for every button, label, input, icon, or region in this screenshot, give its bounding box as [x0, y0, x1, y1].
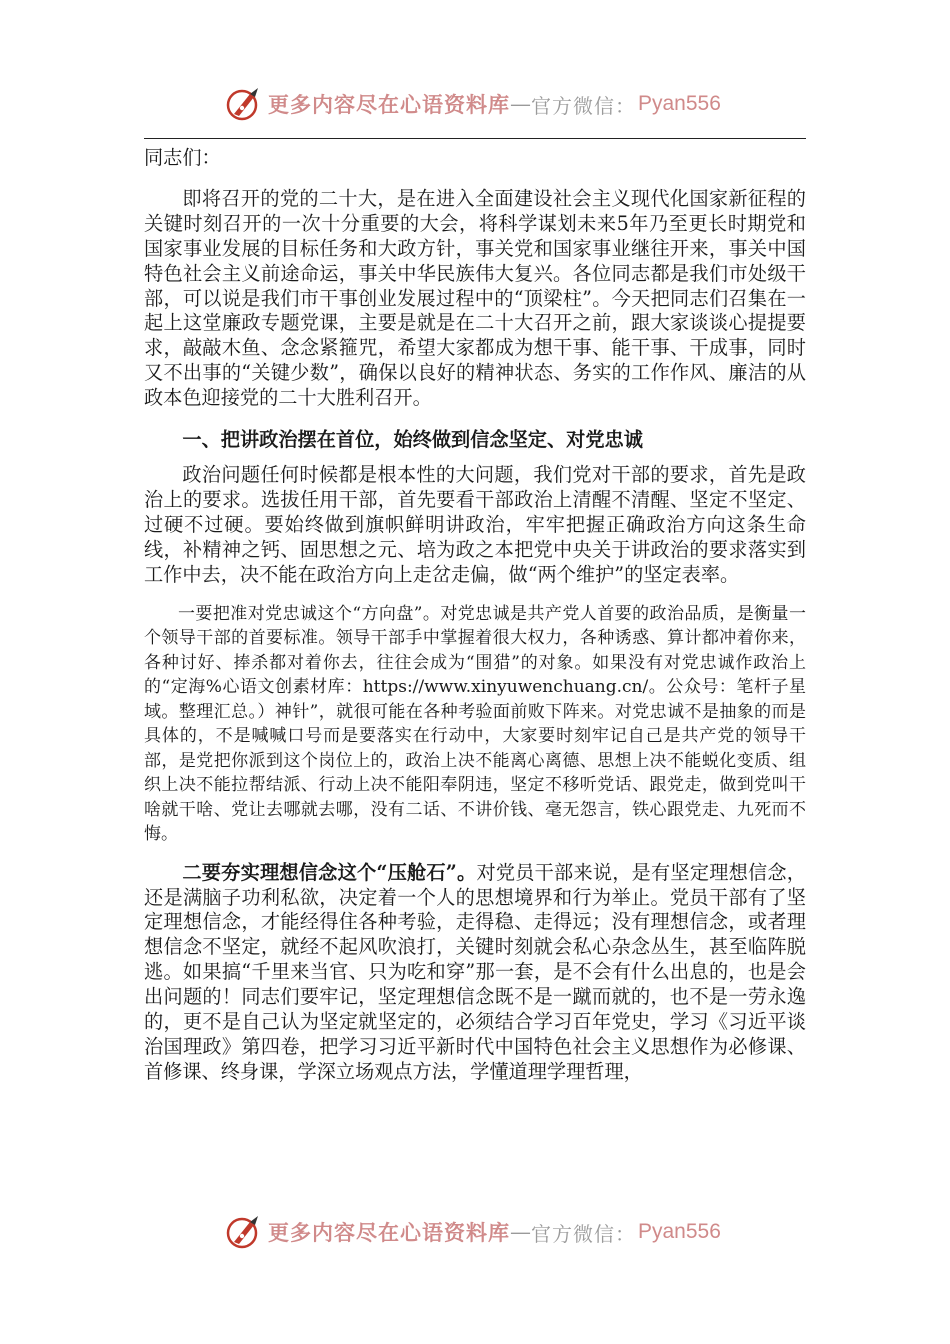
footer-dash: —	[510, 1220, 531, 1244]
document-body	[144, 146, 806, 1085]
greeting: 同志们：	[144, 146, 221, 169]
intro-paragraph: 即将召开的党的二十大，是在进入全面建设社会主义现代化国家新征程的关键时刻召开的一次十分重要的大会，将科学谋划未来5年乃至更长时期党和国家事业发展的目标任务和大政方针，事关党和国家事业继往开来，事关中国特色社会主义前途命运，事关中华民族伟大复兴。各位同志都是我们市处级干部，可以说是我们市干事创业发展过程中的“顶梁柱”。今天把同志们召集在一起上这堂廉政专题党课，主要是就是在二十大召开之前，跟大家谈谈心提提要求，敲敲木鱼、念念紧箍咒，希望大家都成为想干事、能干事、干成事，同时又不出事的“关键少数”，确保以良好的精神状态、务实的工作作风、廉洁的从政本色迎接党的二十大胜利召开。	[144, 186, 806, 410]
footer-wechat-id: Pyan556	[638, 1220, 721, 1243]
section-heading-1: 一、把讲政治摆在首位，始终做到信念坚定、对党忠诚	[182, 428, 643, 452]
banner-main-text: 更多内容尽在心语资料库	[268, 92, 510, 117]
pen-nib-circle-icon	[224, 1212, 264, 1252]
point-2-paragraph	[144, 861, 806, 1085]
pen-nib-circle-icon	[224, 84, 264, 124]
footer-main-text: 更多内容尽在心语资料库	[268, 1220, 510, 1245]
footer-label: 官方微信：	[531, 1221, 636, 1246]
banner-dash: —	[510, 92, 531, 116]
header-divider	[144, 138, 806, 139]
wechat-id: Pyan556	[638, 92, 721, 115]
section-1-paragraph: 政治问题任何时候都是根本性的大问题，我们党对干部的要求，首先是政治上的要求。选拔任用干部，首先要看干部政治上清醒不清醒、坚定不坚定、过硬不过硬。要始终做到旗帜鲜明讲政治，牢牢把握正确政治方向这条生命线，补精神之钙、固思想之元、培为政之本把党中央关于讲政治的要求落实到工作中去，决不能在政治方向上走岔走偏，做“两个维护”的坚定表率。	[144, 463, 806, 586]
header-banner-inner	[224, 82, 721, 126]
banner-label: 官方微信：	[531, 93, 636, 118]
footer-banner-inner	[224, 1210, 721, 1254]
footer-banner	[0, 1210, 950, 1254]
point-1-paragraph: 一要把准对党忠诚这个“方向盘”。对党忠诚是共产党人首要的政治品质，是衡量一个领导干部的首要标准。领导干部手中掌握着很大权力，各种诱惑、算计都冲着你来，各种讨好、捧杀都对着你去，往往会成为“围猎”的对象。如果没有对党忠诚作政治上的“定海%心语文创素材库：https://www.xinyuwenchuang.cn/。公众号：笔杆子星域。整理汇总。）神针”，就很可能在各种考验面前败下阵来。对党忠诚不是抽象的而是具体的，不是喊喊口号而是要落实在行动中，大家要时刻牢记自己是共产党的领导干部，是党把你派到这个岗位上的，政治上决不能离心离德、思想上决不能蜕化变质、组织上决不能拉帮结派、行动上决不能阳奉阴违，坚定不移听党话、跟党走，做到党叫干啥就干啥、党让去哪就去哪，没有二话、不讲价钱、毫无怨言，铁心跟党走、九死而不悔。	[144, 603, 806, 845]
point-2-lead: 二要夯实理想信念这个“压舱石”。	[182, 860, 477, 884]
header-banner	[0, 82, 950, 126]
point-2-body: 对党员干部来说，是有坚定理想信念，还是满脑子功利私欲，决定着一个人的思想境界和行为举止。党员干部有了坚定理想信念，才能经得住各种考验，走得稳、走得远；没有理想信念，或者理想信念不坚定，就经不起风吹浪打，关键时刻就会私心杂念丛生，甚至临阵脱逃。如果搞“千里来当官、只为吃和穿”那一套，是不会有什么出息的，也是会出问题的！同志们要牢记，坚定理想信念既不是一蹴而就的，也不是一劳永逸的，更不是自己认为坚定就坚定的，必须结合学习百年党史，学习《习近平谈治国理政》第四卷，把学习习近平新时代中国特色社会主义思想作为必修课、首修课、终身课，学深立场观点方法，学懂道理学理哲理，	[144, 860, 806, 1083]
